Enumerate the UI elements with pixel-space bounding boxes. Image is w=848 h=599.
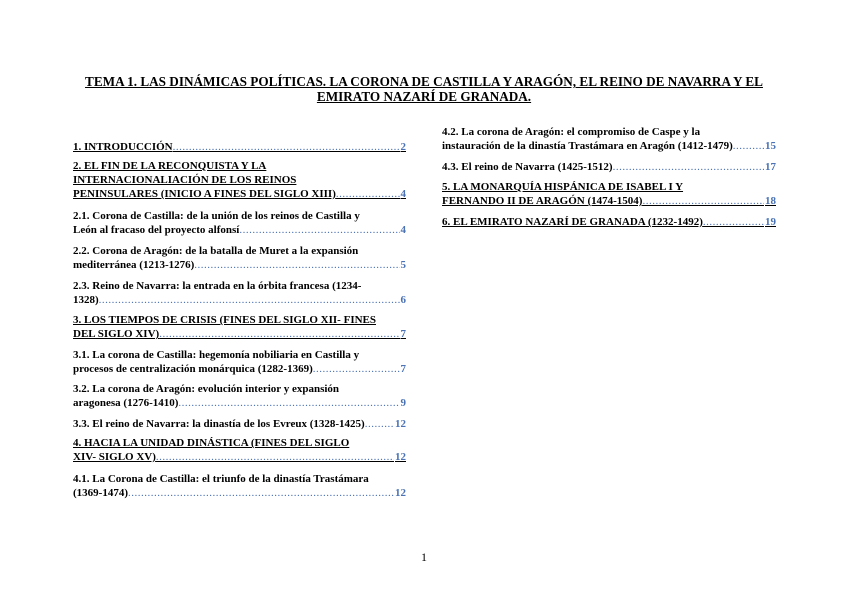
toc-page-number: 12 <box>395 418 406 430</box>
toc-page-number: 17 <box>765 161 776 173</box>
toc-page-number: 12 <box>395 451 406 463</box>
toc-leader-dots <box>313 362 400 376</box>
toc-page-number: 7 <box>400 328 406 340</box>
toc-entry-text: PENINSULARES (INICIO A FINES DEL SIGLO XIII) <box>73 188 336 200</box>
toc-entry-text: FERNANDO II DE ARAGÓN (1474-1504) <box>442 195 643 207</box>
toc-page-number: 2 <box>400 141 406 153</box>
toc-entry-text: 2.2. Corona de Aragón: de la batalla de Muret a la expansión <box>73 245 359 257</box>
toc-entry-4-3[interactable] <box>442 160 776 174</box>
page-number: 1 <box>421 550 427 564</box>
toc-leader-dots <box>239 223 399 237</box>
toc-entry-text: procesos de centralización monárquica (1282-1369) <box>73 363 313 375</box>
toc-page-number: 12 <box>395 487 406 499</box>
toc-entry-text: 3.3. El reino de Navarra: la dinastía de los Evreux (1328-1425) <box>73 418 365 430</box>
toc-entry-4-2[interactable] <box>442 125 776 153</box>
toc-entry-text: 3. LOS TIEMPOS DE CRISIS (FINES DEL SIGLO XII- FINES <box>73 314 376 326</box>
toc-entry-text: XIV- SIGLO XV) <box>73 451 156 463</box>
toc-entry-3-1[interactable] <box>73 348 406 376</box>
toc-entry-text: León al fracaso del proyecto alfonsí <box>73 224 240 236</box>
toc-entry-text: 2.3. Reino de Navarra: la entrada en la órbita francesa (1234- <box>73 280 362 292</box>
toc-entry-introduccion[interactable] <box>73 140 406 154</box>
toc-entry-text: 4.3. El reino de Navarra (1425-1512) <box>442 161 613 173</box>
toc-entry-text: aragonesa (1276-1410) <box>73 397 179 409</box>
toc-leader-dots <box>173 140 400 154</box>
toc-leader-dots <box>128 486 394 500</box>
toc-entry-text: 2. EL FIN DE LA RECONQUISTA Y LA <box>73 160 267 172</box>
toc-page-number: 18 <box>765 195 776 207</box>
toc-entry-text: (1369-1474) <box>73 487 128 499</box>
toc-entry-text: instauración de la dinastía Trastámara en Aragón (1412-1479) <box>442 140 733 152</box>
toc-entry-text: 1. INTRODUCCIÓN <box>73 141 173 153</box>
toc-leader-dots <box>365 417 394 431</box>
toc-entry-2-3[interactable] <box>73 279 406 307</box>
toc-leader-dots <box>336 187 400 201</box>
toc-leader-dots <box>99 293 400 307</box>
toc-leader-dots <box>178 396 399 410</box>
toc-entry-2-1[interactable] <box>73 209 406 237</box>
toc-leader-dots <box>642 194 764 208</box>
toc-page-number: 7 <box>400 363 406 375</box>
toc-page-number: 4 <box>400 224 406 236</box>
toc-entry-3-3[interactable] <box>73 417 406 431</box>
document-title: TEMA 1. LAS DINÁMICAS POLÍTICAS. LA CORONA DE CASTILLA Y ARAGÓN, EL REINO DE NAVARRA Y EL EMIRATO NAZARÍ DE GRANADA. <box>85 74 763 104</box>
toc-page-number: 4 <box>400 188 406 200</box>
toc-entry-text: 6. EL EMIRATO NAZARÍ DE GRANADA (1232-1492) <box>442 216 703 228</box>
toc-entry-unidad-dinastica[interactable] <box>73 436 406 464</box>
toc-leader-dots <box>159 327 399 341</box>
toc-entry-4-1[interactable] <box>73 472 406 500</box>
toc-entry-fin-reconquista[interactable] <box>73 159 406 201</box>
toc-entry-text: INTERNACIONALIACIÓN DE LOS REINOS <box>73 174 297 186</box>
toc-entry-text: 3.2. La corona de Aragón: evolución interior y expansión <box>73 383 340 395</box>
toc-entry-text: 1328) <box>73 294 99 306</box>
toc-page-number: 6 <box>400 294 406 306</box>
toc-entry-text: mediterránea (1213-1276) <box>73 259 195 271</box>
toc-entry-emirato-nazari[interactable] <box>442 215 776 229</box>
toc-leader-dots <box>703 215 764 229</box>
toc-entry-text: 3.1. La corona de Castilla: hegemonía nobiliaria en Castilla y <box>73 349 360 361</box>
toc-entry-monarquia-hispanica[interactable] <box>442 180 776 208</box>
toc-entry-text: 4. HACIA LA UNIDAD DINÁSTICA (FINES DEL SIGLO <box>73 437 350 449</box>
toc-entry-text: 2.1. Corona de Castilla: de la unión de los reinos de Castilla y <box>73 210 360 222</box>
toc-entry-text: 4.1. La Corona de Castilla: el triunfo de la dinastía Trastámara <box>73 473 369 485</box>
toc-entry-2-2[interactable] <box>73 244 406 272</box>
toc-entry-3-2[interactable] <box>73 382 406 410</box>
toc-page-number: 5 <box>400 259 406 271</box>
toc-page-number: 9 <box>400 397 406 409</box>
toc-leader-dots <box>613 160 764 174</box>
toc-page-number: 15 <box>765 140 776 152</box>
toc-leader-dots <box>733 139 764 153</box>
toc-entry-text: 5. LA MONARQUÍA HISPÁNICA DE ISABEL I Y <box>442 181 684 193</box>
toc-page-number: 19 <box>765 216 776 228</box>
toc-leader-dots <box>156 450 394 464</box>
toc-leader-dots <box>194 258 399 272</box>
toc-entry-text: 4.2. La corona de Aragón: el compromiso de Caspe y la <box>442 126 701 138</box>
toc-entry-tiempos-crisis[interactable] <box>73 313 406 341</box>
toc-entry-text: DEL SIGLO XIV) <box>73 328 160 340</box>
